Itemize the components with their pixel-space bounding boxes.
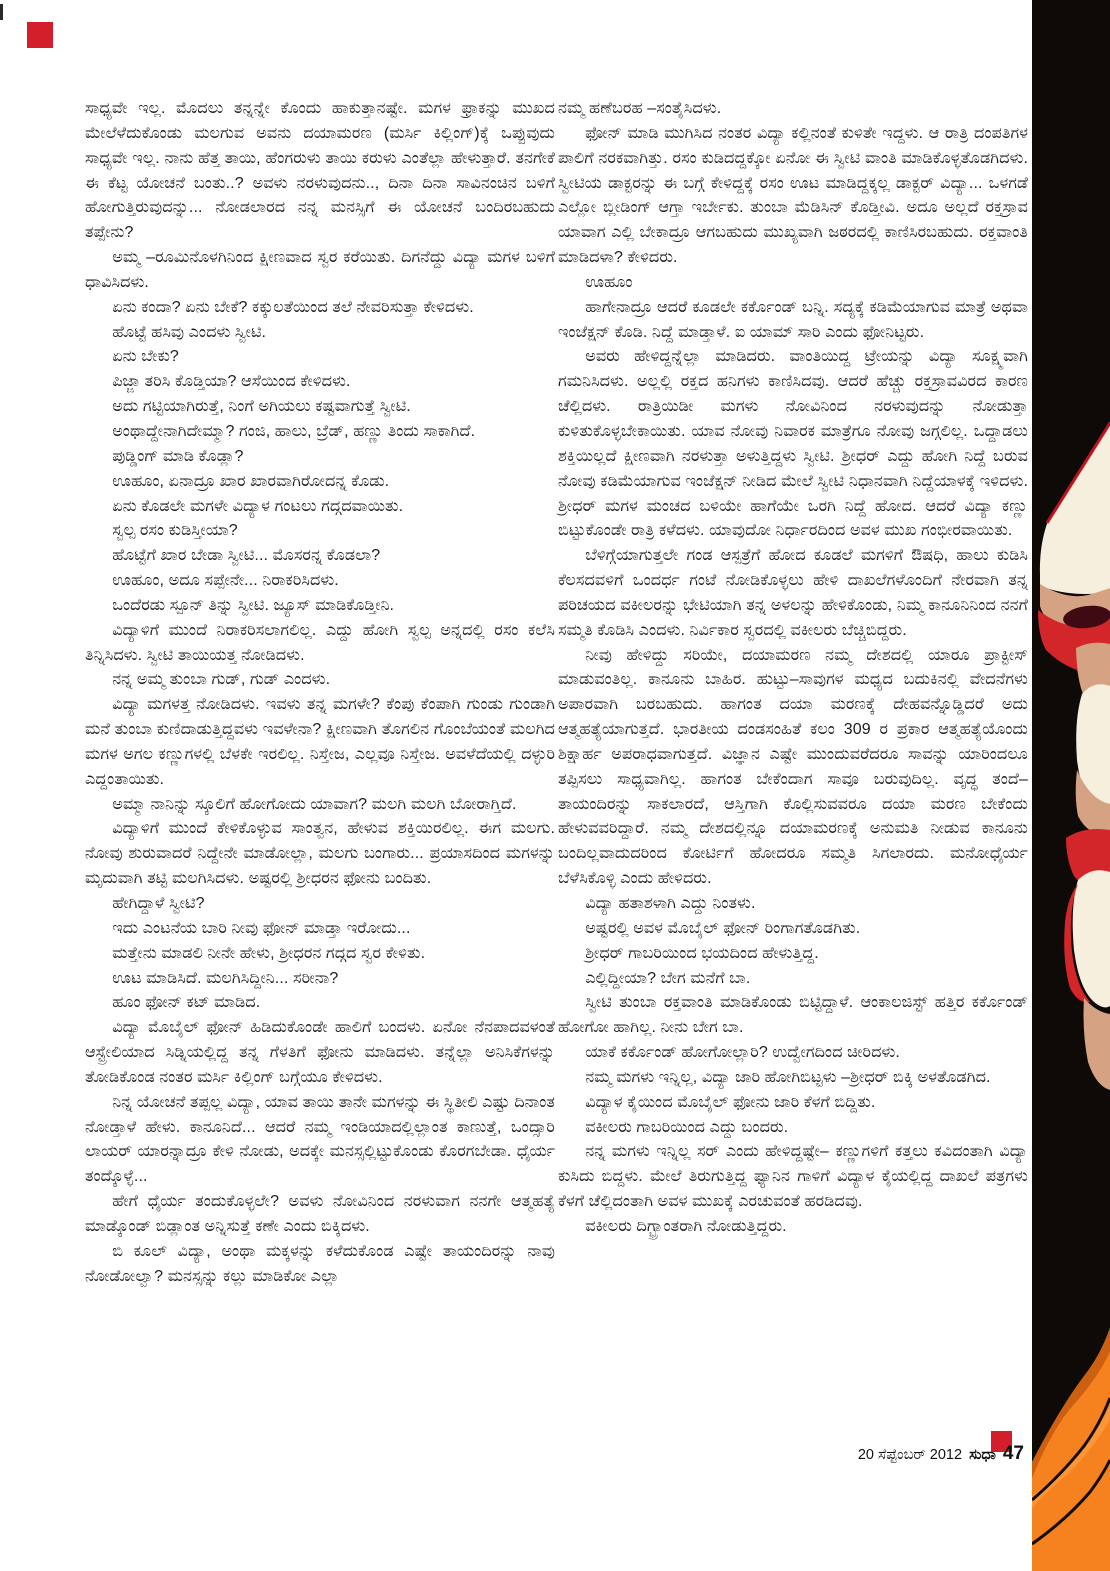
paragraph: ನನ್ನ ಮಗಳು ಇನ್ನಿಲ್ಲ ಸರ್ ಎಂದು ಹೇಳಿದ್ದಷ್ಟೇ– ಕಣ್ಣುಗಳಿಗೆ ಕತ್ತಲು ಕವಿದಂತಾಗಿ ವಿದ್ಯಾ ಕುಸಿದು ಬಿದ್ದಳು. ಮೇಲೆ ತಿರುಗುತ್ತಿದ್ದ ಫ್ಯಾನಿನ ಗಾಳಿಗೆ ವಿದ್ಯಾಳ ಕೈಯಲ್ಲಿದ್ದ ದಾಖಲೆ ಪತ್ರಗಳು ಕೆಳಗೆ ಚೆಲ್ಲಿದಂತಾಗಿ ಅವಳ ಮುಖಕ್ಕೆ ಎರಚುವಂತೆ ಹರಡಿದವು. — [558, 1143, 1028, 1211]
paragraph: ವಿದ್ಯಾ ಮಗಳತ್ತ ನೋಡಿದಳು. ಇವಳು ತನ್ನ ಮಗಳೇ? ಕೆಂಪು ಕೆಂಪಾಗಿ ಗುಂಡು ಗುಂಡಾಗಿ ಮನೆ ತುಂಬಾ ಕುಣಿದಾಡುತ್ತಿದ್ದವಳು ಇವಳೇನಾ? ಕ್ಷೀಣವಾಗಿ ತೊಗಲಿನ ಗೊಂಬೆಯಂತೆ ಮಲಗಿದ ಮಗಳ ಅಗಲ ಕಣ್ಣುಗಳಲ್ಲಿ ಬೆಳಕೇ ಇರಲಿಲ್ಲ. ನಿಸ್ತೇಜ, ಎಲ್ಲವೂ ನಿಸ್ತೇಜ. ಅವಳೆದೆಯಲ್ಲಿ ದಳ್ಳುರಿ ಎದ್ದಂತಾಯಿತು. — [85, 696, 555, 788]
paragraph: ವಿದ್ಯಾಳಿಗೆ ಮುಂದೆ ನಿರಾಕರಿಸಲಾಗಲಿಲ್ಲ. ಎದ್ದು ಹೋಗಿ ಸ್ವಲ್ಪ ಅನ್ನದಲ್ಲಿ ರಸಂ ಕಲೆಸಿ ತಿನ್ನಿಸಿದಳು. ಸ್ವೀಟಿ ತಾಯಿಯತ್ತ ನೋಡಿದಳು. — [85, 621, 555, 664]
paragraph: ಏನು ಕಂದಾ? ಏನು ಬೇಕೆ? ಕಕ್ಕುಲತೆಯಿಂದ ತಲೆ ನೇವರಿಸುತ್ತಾ ಕೇಳಿದಳು. — [112, 298, 474, 316]
paragraph: ಬಿ ಕೂಲ್ ವಿದ್ಯಾ, ಅಂಥಾ ಮಕ್ಕಳನ್ನು ಕಳೆದುಕೊಂಡ ಎಷ್ಟೇ ತಾಯಂದಿರನ್ನು ನಾವು ನೋಡೋಲ್ವಾ? ಮನಸ್ಸನ್ನು ಕಲ್ಲು ಮಾಡಿಕೋ ಎಲ್ಲಾ — [85, 1242, 555, 1285]
text-column-right — [558, 97, 1028, 1240]
paragraph: ಶ್ರೀಧರ್ ಗಾಬರಿಯಿಂದ ಭಯದಿಂದ ಹೇಳುತ್ತಿದ್ದ. — [585, 944, 819, 962]
paragraph: ಪುಡ್ಡಿಂಗ್ ಮಾಡಿ ಕೊಡ್ಲಾ? — [112, 447, 244, 465]
paragraph: ಅಂಥಾದ್ದೇನಾಗಿದೇಮ್ಮಾ? ಗಂಜಿ, ಹಾಲು, ಬ್ರೆಡ್, ಹಣ್ಣು ತಿಂದು ಸಾಕಾಗಿದೆ. — [112, 422, 476, 440]
paragraph: ಊಹೂಂ, ಏನಾದ್ರೂ ಖಾರ ಖಾರವಾಗಿರೋದನ್ನ ಕೊಡು. — [112, 472, 390, 490]
paragraph: ಪಿಜ್ಜಾ ತರಿಸಿ ಕೊಡ್ತಿಯಾ? ಆಸೆಯಿಂದ ಕೇಳಿದಳು. — [112, 373, 351, 391]
paragraph: ಅವರು ಹೇಳಿದ್ದನ್ನೆಲ್ಲಾ ಮಾಡಿದರು. ವಾಂತಿಯಿದ್ದ ಟ್ರೇಯನ್ನು ವಿದ್ಯಾ ಸೂಕ್ಷ್ಮವಾಗಿ ಗಮನಿಸಿದಳು. ಅಲ್ಲಲ್ಲಿ ರಕ್ತದ ಹನಿಗಳು ಕಾಣಿಸಿದವು. ಆದರೆ ಹೆಚ್ಚು ರಕ್ತಸ್ರಾವವಿರದ ಕಾರಣ ಚೆಲ್ಲಿದಳು. ರಾತ್ರಿಯಿಡೀ ಮಗಳು ನೋವಿನಿಂದ ನರಳುವುದನ್ನು ನೋಡುತ್ತಾ ಕುಳಿತುಕೊಳ್ಳಬೇಕಾಯಿತು. ಯಾವ ನೋವು ನಿವಾರಕ ಮಾತ್ರೆಗೂ ನೋವು ಜಗ್ಗಲಿಲ್ಲ. ಒದ್ದಾಡಲು ಶಕ್ತಿಯಿಲ್ಲದೆ ಕ್ಷೀಣವಾಗಿ ನರಳುತ್ತಾ ಅಳುತ್ತಿದ್ದಳು ಸ್ವೀಟಿ. ಶ್ರೀಧರ್ ಎದ್ದು ಹೋಗಿ ನಿದ್ದೆ ಬರುವ ನೋವು ಕಡಿಮೆಯಾಗುವ ಇಂಜೆಕ್ಷನ್ ನೀಡಿದ ಮೇಲೆ ಸ್ವೀಟಿ ನಿಧಾನವಾಗಿ ನಿದ್ದೆಯಾಳಕ್ಕೆ ಇಳಿದಳು. ಶ್ರೀಧರ್ ಮಗಳ ಮಂಚದ ಬಳಿಯೇ ಹಾಗೆಯೇ ಒರಗಿ ನಿದ್ದೆ ಹೋದ. ಆದರೆ ವಿದ್ಯಾ ಕಣ್ಣು ಬಿಟ್ಟುಕೊಂಡೇ ರಾತ್ರಿ ಕಳೆದಳು. ಯಾವುದೋ ನಿರ್ಧಾರದಿಂದ ಅವಳ ಮುಖ ಗಂಭೀರವಾಯಿತು. — [558, 348, 1028, 540]
paragraph: ವಿದ್ಯಾ ಮೊಬೈಲ್ ಫೋನ್ ಹಿಡಿದುಕೊಂಡೇ ಹಾಲಿಗೆ ಬಂದಳು. ಏನೋ ನೆನಪಾದವಳಂತೆ ಆಸ್ಟ್ರೇಲಿಯಾದ ಸಿಡ್ನಿಯಲ್ಲಿದ್ದ ತನ್ನ ಗೆಳತಿಗೆ ಫೋನು ಮಾಡಿದಳು. ತನ್ನೆಲ್ಲಾ ಅನಿಸಿಕೆಗಳನ್ನು ತೋಡಿಕೊಂಡ ನಂತರ ಮರ್ಸಿ ಕಿಲ್ಲಿಂಗ್ ಬಗ್ಗೆಯೂ ಕೇಳಿದಳು. — [85, 1019, 555, 1086]
paragraph: ಸಾಧ್ಯವೇ ಇಲ್ಲ. ಮೊದಲು ತನ್ನನ್ನೇ ಕೊಂದು ಹಾಕುತ್ತಾನಷ್ಟೇ. ಮಗಳ ಫ್ರಾಕನ್ನು ಮುಖದ ಮೇಲೆಳೆದುಕೊಂಡು ಮಲಗುವ ಅವನು ದಯಾಮರಣ (ಮರ್ಸಿ ಕಿಲ್ಲಿಂಗ್)ಕ್ಕೆ ಒಪ್ಪುವುದು ಸಾಧ್ಯವೇ ಇಲ್ಲ. ನಾನು ಹೆತ್ತ ತಾಯಿ, ಹೆಂಗರುಳು ತಾಯಿ ಕರುಳು ಎಂತೆಲ್ಲಾ ಹೇಳುತ್ತಾರೆ. ತನಗೇಕೆ ಈ ಕೆಟ್ಟ ಯೋಚನೆ ಬಂತು..? ಅವಳು ನರಳುವುದನು.., ದಿನಾ ದಿನಾ ಸಾವಿನಂಚಿನ ಬಳಿಗೆ ಹೋಗುತ್ತಿರುವುದನ್ನು... ನೋಡಲಾರದ ನನ್ನ ಮನಸ್ಸಿಗೆ ಈ ಯೋಚನೆ ಬಂದಿರಬಹುದು ತಪ್ಪೇನು? — [85, 100, 555, 242]
paragraph: ನನ್ನ ಅಮ್ಮ ತುಂಬಾ ಗುಡ್, ಗುಡ್ ಎಂದಳು. — [112, 671, 331, 689]
paragraph: ವಿದ್ಯಾ ಹತಾಶಳಾಗಿ ಎದ್ದು ನಿಂತಳು. — [585, 895, 756, 912]
paragraph: ಊಟ ಮಾಡಿಸಿದೆ. ಮಲಗಿಸಿದ್ದೀನಿ... ಸರೀನಾ? — [112, 969, 339, 987]
paragraph: ನಿನ್ನ ಯೋಚನೆ ತಪ್ಪಲ್ಲ ವಿದ್ಯಾ, ಯಾವ ತಾಯಿ ತಾನೇ ಮಗಳನ್ನು ಈ ಸ್ಥಿತೀಲಿ ಎಷ್ಟು ದಿನಾಂತ ನೋಡ್ತಾಳೆ ಹೇಳು. ಕಾನೂನಿದೆ... ಆದರೆ ನಮ್ಮ ಇಂಡಿಯಾದಲ್ಲಿಲ್ಲಾಂತ ಕಾಣುತ್ತೆ, ಒಂದ್ಸಾರಿ ಲಾಯರ್ ಯಾರನ್ನಾದ್ರೂ ಕೇಳಿ ನೋಡು, ಅದಕ್ಕೇ ಮನಸ್ಸಲ್ಲಿಟ್ಟುಕೊಂಡು ಕೊರಗಬೇಡಾ. ಧೈರ್ಯ ತಂದ್ಕೊಳ್ಳೆ... — [85, 1093, 555, 1186]
paragraph: ಏನು ಬೇಕು? — [112, 348, 179, 366]
paragraph: ಊಹೂಂ, ಅದೂ ಸಪ್ಪೇನೇ... ನಿರಾಕರಿಸಿದಳು. — [112, 572, 339, 590]
paragraph: ಹೇಗೆ ಧೈರ್ಯ ತಂದುಕೊಳ್ಳಲೇ? ಅವಳು ನೋವಿನಿಂದ ನರಳುವಾಗ ನನಗೇ ಆತ್ಮಹತ್ಯೆ ಮಾಡ್ಕೊಂಡ್ ಬಿಡ್ಲಾಂತ ಅನ್ನಿಸುತ್ತೆ ಕಣೇ ಎಂದು ಬಿಕ್ಕಿದಳು. — [85, 1193, 555, 1235]
footer-page-number: 47 — [1002, 1443, 1024, 1464]
paragraph: ಹೇಗಿದ್ದಾಳೆ ಸ್ವೀಟಿ? — [112, 895, 205, 912]
paragraph: ಅಮ್ಮ –ರೂಮಿನೊಳಗಿನಿಂದ ಕ್ಷೀಣವಾದ ಸ್ವರ ಕರೆಯಿತು. ದಿಗನೆದ್ದು ವಿದ್ಯಾ ಮಗಳ ಬಳಿಗೆ ಧಾವಿಸಿದಳು. — [85, 249, 555, 291]
paragraph: ಮತ್ತೇನು ಮಾಡಲಿ ನೀನೇ ಹೇಳು, ಶ್ರೀಧರನ ಗದ್ಗದ ಸ್ವರ ಕೇಳಿತು. — [112, 944, 426, 962]
paragraph: ಹೂಂ ಫೋನ್ ಕಟ್ ಮಾಡಿದ. — [112, 994, 261, 1012]
page-edge-mark — [0, 4, 3, 20]
paragraph: ಸ್ವಲ್ಪ ರಸಂ ಕುಡಿಸ್ತೀಯಾ? — [112, 522, 238, 540]
story-start-red-square — [27, 22, 53, 48]
paragraph: ನೀವು ಹೇಳಿದ್ದು ಸರಿಯೇ, ದಯಾಮರಣ ನಮ್ಮ ದೇಶದಲ್ಲಿ ಯಾರೂ ಪ್ರಾಕ್ಟೀಸ್ ಮಾಡುವಂತಿಲ್ಲ. ಕಾನೂನು ಬಾಹಿರ. ಹುಟ್ಟು–ಸಾವುಗಳ ಮಧ್ಯದ ಬದುಕಿನಲ್ಲಿ ವೇದನೆಗಳು ಅಪಾರವಾಗಿ ಬರಬಹುದು. ಹಾಗಂತ ದಯಾ ಮರಣಕ್ಕೆ ದೇಹವನ್ನೊಡ್ಡಿದರೆ ಅದು ಆತ್ಮಹತ್ಯೆಯಾಗುತ್ತದೆ. ಭಾರತೀಯ ದಂಡಸಂಹಿತೆ ಕಲಂ 309 ರ ಪ್ರಕಾರ ಆತ್ಮಹತ್ಯೆಯೊಂದು ಶಿಕ್ಷಾರ್ಹ ಅಪರಾಧವಾಗುತ್ತದೆ. ವಿಜ್ಞಾನ ಎಷ್ಟೇ ಮುಂದುವರೆದರೂ ಸಾವನ್ನು ಯಾರಿಂದಲೂ ತಪ್ಪಿಸಲು ಸಾಧ್ಯವಾಗಿಲ್ಲ. ಹಾಗಂತ ಬೇಕೆಂದಾಗ ಸಾವೂ ಬರುವುದಿಲ್ಲ. ವೃದ್ಧ ತಂದೆ–ತಾಯಂದಿರನ್ನು ಸಾಕಲಾರದೆ, ಆಸ್ತಿಗಾಗಿ ಕೊಲ್ಲಿಸುವವರೂ ದಯಾ ಮರಣ ಬೇಕೆಂದು ಹೇಳುವವರಿದ್ದಾರೆ. ನಮ್ಮ ದೇಶದಲ್ಲಿನ್ನೂ ದಯಾಮರಣಕ್ಕೆ ಅನುಮತಿ ನೀಡುವ ಕಾನೂನು ಬಂದಿಲ್ಲವಾದುದರಿಂದ ಕೋರ್ಟಿಗೆ ಹೋದರೂ ಸಮ್ಮತಿ ಸಿಗಲಾರದು. ಮನೋಧೈರ್ಯ ಬೆಳೆಸಿಕೊಳ್ಳಿ ಎಂದು ಹೇಳಿದರು. — [558, 646, 1028, 888]
footer-magazine-name: ಸುಧಾ — [969, 1447, 996, 1463]
paragraph: ಹಾಗೇನಾದ್ರೂ ಆದರೆ ಕೂಡಲೇ ಕರ್ಕೊಂಡ್ ಬನ್ನಿ. ಸದ್ಯಕ್ಕೆ ಕಡಿಮೆಯಾಗುವ ಮಾತ್ರೆ ಅಥವಾ ಇಂಜೆಕ್ಷನ್ ಕೊಡಿ. ನಿದ್ದೆ ಮಾಡ್ತಾಳೆ. ಐ ಯಾಮ್ ಸಾರಿ ಎಂದು ಫೋನಿಟ್ಟರು. — [558, 298, 1028, 341]
paragraph: ಒಂದೆರಡು ಸ್ಪೂನ್ ತಿನ್ನು ಸ್ವೀಟಿ. ಜ್ಯೂಸ್ ಮಾಡಿಕೊಡ್ತೀನಿ. — [112, 596, 395, 614]
text-column-left — [85, 97, 555, 1290]
paragraph: ಬೆಳಿಗ್ಗೆಯಾಗುತ್ತಲೇ ಗಂಡ ಆಸ್ಪತ್ರೆಗೆ ಹೋದ ಕೂಡಲೆ ಮಗಳಿಗೆ ಔಷಧಿ, ಹಾಲು ಕುಡಿಸಿ ಕೆಲಸದವಳಿಗೆ ಒಂದರ್ಧ ಗಂಟೆ ನೋಡಿಕೊಳ್ಳಲು ಹೇಳಿ ದಾಖಲೆಗಳೊಂದಿಗೆ ನೇರವಾಗಿ ತನ್ನ ಪರಿಚಯದ ವಕೀಲರನ್ನು ಭೇಟಿಯಾಗಿ ತನ್ನ ಅಳಲನ್ನು ಹೇಳಿಕೊಂಡು, ನಿಮ್ಮ ಕಾನೂನಿನಿಂದ ನನಗೆ ಸಮ್ಮತಿ ಕೊಡಿಸಿ ಎಂದಳು. ನಿರ್ವಿಕಾರ ಸ್ವರದಲ್ಲಿ ವಕೀಲರು ಬೆಚ್ಚಿಬಿದ್ದರು. — [558, 547, 1028, 639]
paragraph: ಯಾಕೆ ಕರ್ಕೊಂಡ್ ಹೋಗೋಲ್ಲಾರಿ? ಉದ್ವೇಗದಿಂದ ಚೀರಿದಳು. — [585, 1044, 900, 1062]
paragraph: ನಮ್ಮ ಮಗಳು ಇನ್ನಿಲ್ಲ, ವಿದ್ಯಾ ಜಾರಿ ಹೋಗಿಬಿಟ್ಟಳು –ಶ್ರೀಧರ್ ಬಿಕ್ಕಿ ಅಳತೊಡಗಿದ. — [585, 1068, 991, 1086]
paragraph: ಅಮ್ಮಾ ನಾನಿನ್ನು ಸ್ಕೂಲಿಗೆ ಹೋಗೋದು ಯಾವಾಗ? ಮಲಗಿ ಮಲಗಿ ಬೋರಾಗ್ತಿದೆ. — [112, 795, 517, 813]
footer-date: 20 ಸೆಪ್ಟೆಂಬರ್ 2012 — [857, 1447, 963, 1463]
page-footer — [858, 1443, 1024, 1465]
paragraph: ಹೊಟ್ಟೆಗೆ ಖಾರ ಬೇಡಾ ಸ್ವೀಟಿ... ಮೊಸರನ್ನ ಕೊಡಲಾ? — [112, 547, 381, 565]
paragraph: ವಿದ್ಯಾಳ ಕೈಯಿಂದ ಮೊಬೈಲ್ ಫೋನು ಜಾರಿ ಕೆಳಗೆ ಬಿದ್ದಿತು. — [585, 1093, 876, 1111]
paragraph: ವಕೀಲರು ದಿಗ್ಭ್ರಾಂತರಾಗಿ ನೋಡುತ್ತಿದ್ದರು. — [585, 1217, 787, 1235]
paragraph: ಸ್ವೀಟಿ ತುಂಬಾ ರಕ್ತವಾಂತಿ ಮಾಡಿಕೊಂಡು ಬಿಟ್ಟಿದ್ದಾಳೆ. ಆಂಕಾಲಜಿಸ್ಟ್ ಹತ್ತಿರ ಕರ್ಕೊಂಡ್ ಹೋಗೋ ಹಾಗಿಲ್ಲ. ನೀನು ಬೇಗ ಬಾ. — [558, 994, 1028, 1037]
paragraph: ಹೊಟ್ಟೆ ಹಸಿವು ಎಂದಳು ಸ್ವೀಟಿ. — [112, 323, 267, 341]
paragraph: ವಿದ್ಯಾಳಿಗೆ ಮುಂದೆ ಕೇಳಿಕೊಳ್ಳುವ ಸಾಂತ್ವನ, ಹೇಳುವ ಶಕ್ತಿಯಿರಲಿಲ್ಲ. ಈಗ ಮಲಗು. ನೋವು ಶುರುವಾದರೆ ನಿದ್ದೇನೇ ಮಾಡೋಲ್ಲಾ, ಮಲಗು ಬಂಗಾರು... ಪ್ರಯಾಸದಿಂದ ಮಗಳನ್ನು ಮೃದುವಾಗಿ ತಟ್ಟಿ ಮಲಗಿಸಿದಳು. ಅಷ್ಟರಲ್ಲಿ ಶ್ರೀಧರನ ಫೋನು ಬಂದಿತು. — [85, 820, 555, 888]
paragraph: ಅಷ್ಟರಲ್ಲಿ ಅವಳ ಮೊಬೈಲ್ ಫೋನ್ ರಿಂಗಾಗತೊಡಗಿತು. — [585, 919, 861, 937]
paragraph: ನಮ್ಮ ಹಣೆಬರಹ –ಸಂತೈಸಿದಳು. — [558, 100, 722, 117]
face-illustration — [1032, 0, 1110, 1571]
paragraph: ಅದು ಗಟ್ಟಿಯಾಗಿರುತ್ತೆ, ನಿಂಗೆ ಅಗಿಯಲು ಕಷ್ಟವಾಗುತ್ತೆ ಸ್ವೀಟಿ. — [112, 398, 411, 416]
paragraph: ಎಲ್ಲಿದ್ದೀಯಾ? ಬೇಗ ಮನೆಗೆ ಬಾ. — [585, 969, 751, 987]
paragraph: ಏನು ಕೊಡಲೇ ಮಗಳೇ ವಿದ್ಯಾಳ ಗಂಟಲು ಗದ್ಗದವಾಯಿತು. — [112, 497, 404, 515]
paragraph: ಫೋನ್ ಮಾಡಿ ಮುಗಿಸಿದ ನಂತರ ವಿದ್ಯಾ ಕಲ್ಲಿನಂತೆ ಕುಳಿತೇ ಇದ್ದಳು. ಆ ರಾತ್ರಿ ದಂಪತಿಗಳ ಪಾಲಿಗೆ ನರಕವಾಗಿತ್ತು. ರಸಂ ಕುಡಿದದ್ದಕ್ಕೋ ಏನೋ ಈ ಸ್ವೀಟಿ ವಾಂತಿ ಮಾಡಿಕೊಳ್ಳತೊಡಗಿದಳು. ಸ್ವೀಟಿಯ ಡಾಕ್ಟರನ್ನು ಈ ಬಗ್ಗೆ ಕೇಳಿದ್ದಕ್ಕೆ ರಸಂ ಊಟ ಮಾಡಿದ್ದಕ್ಕಲ್ಲ ಡಾಕ್ಟರ್ ವಿದ್ಯಾ... ಒಳಗಡೆ ಎಲ್ಲೋ ಬ್ಲೀಡಿಂಗ್ ಆಗ್ತಾ ಇರ್ಬೇಕು. ತುಂಬಾ ಮೆಡಿಸಿನ್ ಕೊಡ್ತೀವಿ. ಅದೂ ಅಲ್ಲದೆ ರಕ್ತಸ್ರಾವ ಯಾವಾಗ ಎಲ್ಲಿ ಬೇಕಾದ್ರೂ ಆಗಬಹುದು ಮುಖ್ಯವಾಗಿ ಜಠರದಲ್ಲಿ ಕಾಣಿಸಿರಬಹುದು. ರಕ್ತವಾಂತಿ ಮಾಡಿದಳಾ? ಕೇಳಿದರು. — [558, 124, 1028, 267]
paragraph: ವಕೀಲರು ಗಾಬರಿಯಿಂದ ಎದ್ದು ಬಂದರು. — [585, 1118, 789, 1136]
paragraph: ಊಹೂಂ — [585, 273, 633, 291]
paragraph: ಇದು ಎಂಟನೆಯ ಬಾರಿ ನೀವು ಫೋನ್ ಮಾಡ್ತಾ ಇರೋದು... — [112, 919, 411, 937]
